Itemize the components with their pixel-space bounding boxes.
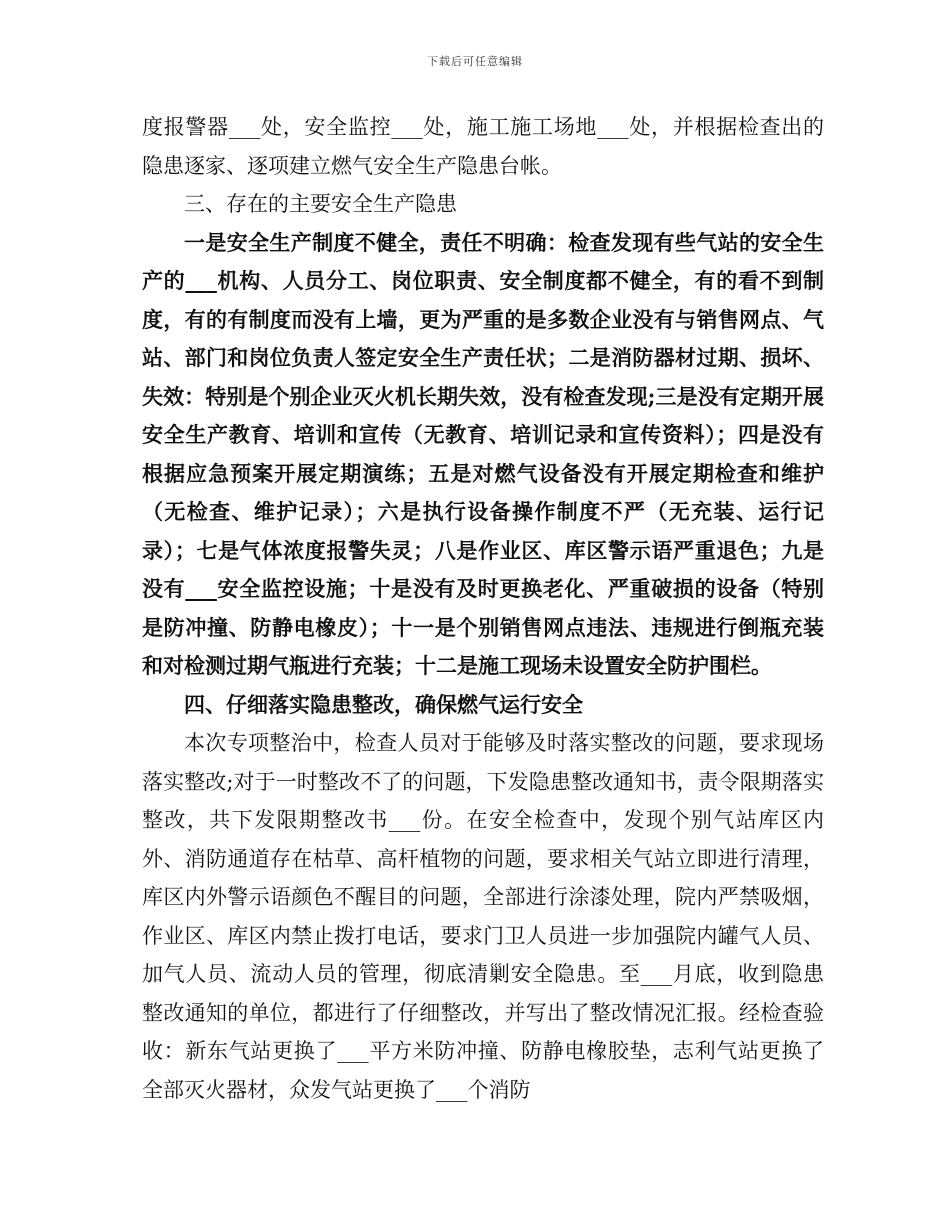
section-heading-3: 三、存在的主要安全生产隐患: [184, 192, 457, 216]
paragraph-rectification: 本次专项整治中，检查人员对于能够及时落实整改的问题，要求现场落实整改;对于一时整改不了的问题，下发隐患整改通知书，责令限期落实整改，共下发限期整改书___份。在安全检查中，发现个别气站库区内外、消防通道存在枯草、高杆植物的问题，要求相关气站立即进行清理，库区内外警示语颜色不醒目的问题，全部进行涂漆处理，院内严禁吸烟，作业区、库区内禁止拨打电话，要求门卫人员进一步加强院内罐气人员、加气人员、流动人员的管理，彻底清剿安全隐患。至___月底，收到隐患整改通知的单位，都进行了仔细整改，并写出了整改情况汇报。经检查验收：新东气站更换了___平方米防冲撞、防静电橡胶垫，志利气站更换了全部灭火器材，众发气站更换了___个消防: [142, 731, 824, 1102]
page-header: 下载后可任意编辑: [427, 55, 523, 68]
document-body: [142, 108, 824, 1109]
paragraph-continuation: 度报警器___处，安全监控___处，施工施工场地___处，并根据检查出的隐患逐家、逐项建立燃气安全生产隐患台帐。: [142, 115, 824, 178]
section-heading-4: 四、仔细落实隐患整改，确保燃气运行安全: [184, 691, 583, 717]
paragraph-hazards-list: 一是安全生产制度不健全，责任不明确：检查发现有些气站的安全生产的___机构、人员分工、岗位职责、安全制度都不健全，有的看不到制度，有的有制度而没有上墙，更为严重的是多数企业没有与销售网点、气站、部门和岗位负责人签定安全生产责任状；二是消防器材过期、损坏、失效：特别是个别企业灭火机长期失效，没有检查发现;三是没有定期开展安全生产教育、培训和宣传（无教育、培训记录和宣传资料）；四是没有根据应急预案开展定期演练；五是对燃气设备没有开展定期检查和维护（无检查、维护记录）；六是执行设备操作制度不严（无充装、运行记录）；七是气体浓度报警失灵；八是作业区、库区警示语严重退色；九是没有___安全监控设施；十是没有及时更换老化、严重破损的设备（特别是防冲撞、防静电橡皮）；十一是个别销售网点违法、违规进行倒瓶充装和对检测过期气瓶进行充装；十二是施工现场未设置安全防护围栏。: [142, 229, 824, 678]
